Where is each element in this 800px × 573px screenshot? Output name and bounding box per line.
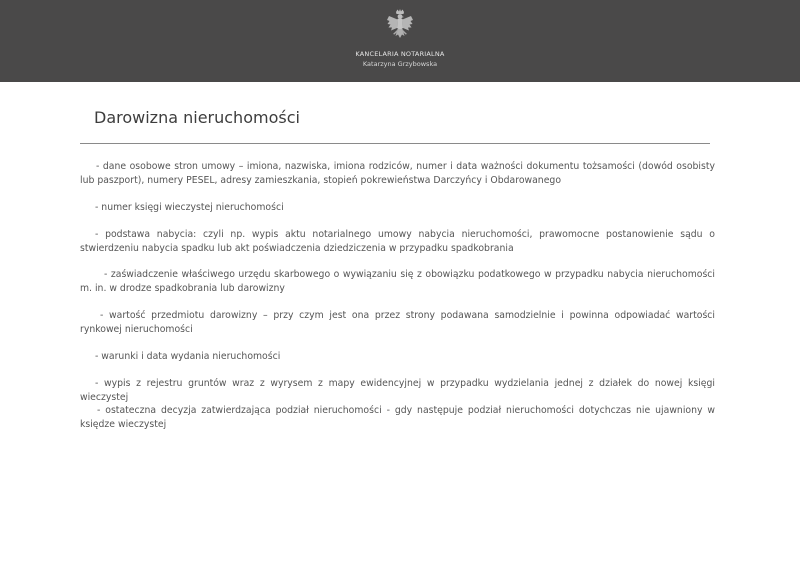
notary-name: Katarzyna Grzybowska <box>362 60 438 68</box>
polish-eagle-emblem-icon <box>386 9 414 41</box>
list-item: - wypis z rejestru gruntów wraz z wyrysem z mapy ewidencyjnej w przypadku wydzielania jednej z działek do nowej księgi wieczystej <box>80 378 715 403</box>
firm-name: KANCELARIA NOTARIALNA <box>355 50 445 58</box>
site-header <box>0 0 800 82</box>
list-item: - dane osobowe stron umowy – imiona, nazwiska, imiona rodziców, numer i data ważności dokumentu tożsamości (dowód osobisty lub paszport), numery PESEL, adresy zamieszkania, stopień pokrewieństwa Darczyńcy i Obdarowanego <box>80 161 715 186</box>
title-divider <box>80 143 710 144</box>
list-item: - wartość przedmiotu darowizny – przy czym jest ona przez strony podawana samodzielnie i powinna odpowiadać wartości rynkowej nieruchomości <box>80 310 715 335</box>
page-title: Darowizna nieruchomości <box>94 108 300 127</box>
list-item: - ostateczna decyzja zatwierdzająca podział nieruchomości - gdy następuje podział nieruchomości dotychczas nie ujawniony w księdze wieczystej <box>80 405 715 430</box>
list-item: - zaświadczenie właściwego urzędu skarbowego o wywiązaniu się z obowiązku podatkowego w przypadku nabycia nieruchomości m. in. w drodze spadkobrania lub darowizny <box>80 269 715 294</box>
list-item: - warunki i data wydania nieruchomości <box>95 351 281 362</box>
list-item: - numer księgi wieczystej nieruchomości <box>95 202 284 213</box>
list-item: - podstawa nabycia: czyli np. wypis aktu notarialnego umowy nabycia nieruchomości, prawomocne postanowienie sądu o stwierdzeniu nabycia spadku lub akt poświadczenia dziedziczenia w przypadku spadkobrania <box>80 229 715 254</box>
